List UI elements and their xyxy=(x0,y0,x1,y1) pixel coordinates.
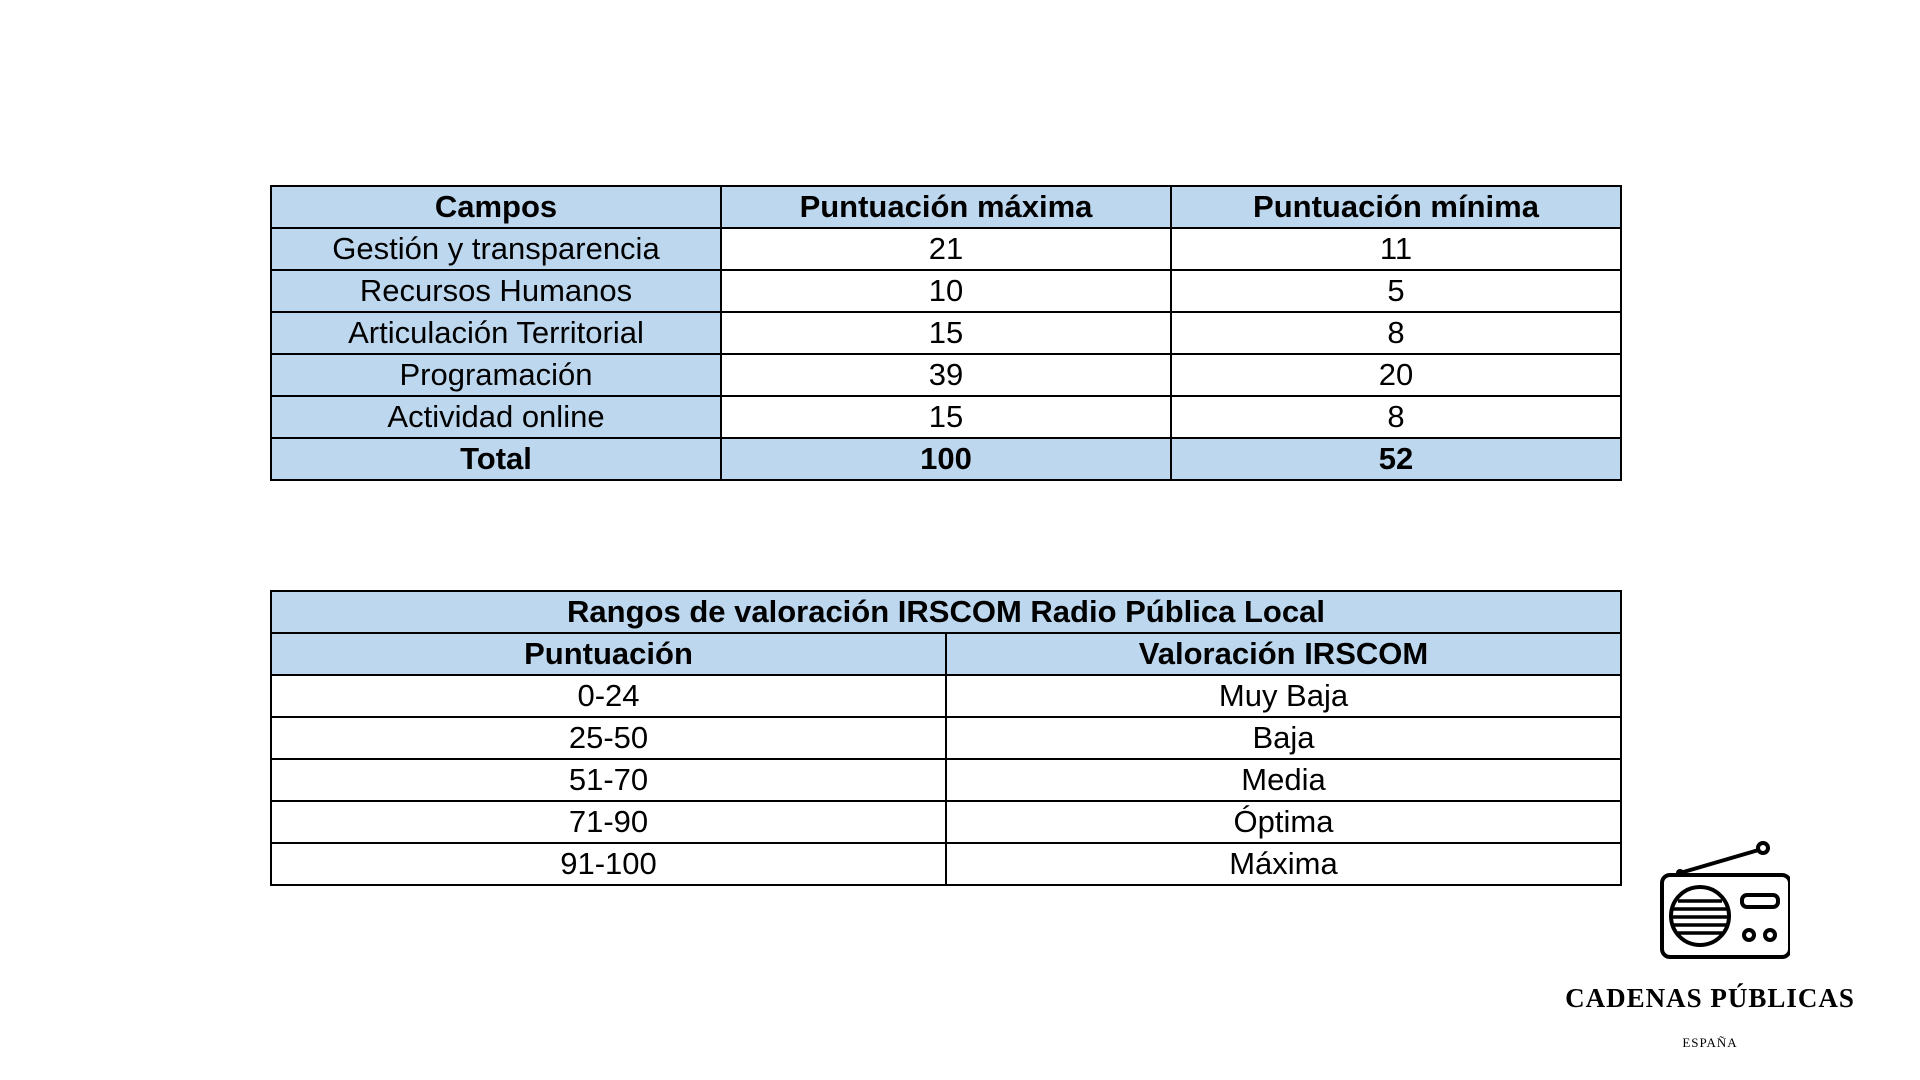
brand-subtitle: ESPAÑA xyxy=(1682,1035,1738,1050)
row-max: 15 xyxy=(721,396,1171,438)
row-label: Gestión y transparencia xyxy=(271,228,721,270)
table-row xyxy=(271,396,1621,438)
row-min: 5 xyxy=(1171,270,1621,312)
table-header-row xyxy=(271,186,1621,228)
table-row xyxy=(271,312,1621,354)
row-label: Recursos Humanos xyxy=(271,270,721,312)
range-rating: Baja xyxy=(946,717,1621,759)
row-min: 11 xyxy=(1171,228,1621,270)
range-score: 91-100 xyxy=(271,843,946,885)
range-rating: Óptima xyxy=(946,801,1621,843)
range-score: 25-50 xyxy=(271,717,946,759)
range-score: 51-70 xyxy=(271,759,946,801)
row-max: 21 xyxy=(721,228,1171,270)
header-puntuacion: Puntuación xyxy=(271,633,946,675)
table-row xyxy=(271,759,1621,801)
row-label: Programación xyxy=(271,354,721,396)
table-row xyxy=(271,228,1621,270)
header-puntuacion-minima: Puntuación mínima xyxy=(1171,186,1621,228)
row-max: 39 xyxy=(721,354,1171,396)
range-rating: Muy Baja xyxy=(946,675,1621,717)
row-max: 10 xyxy=(721,270,1171,312)
table-row xyxy=(271,354,1621,396)
row-label: Articulación Territorial xyxy=(271,312,721,354)
table-title-row xyxy=(271,591,1621,633)
table-row xyxy=(271,717,1621,759)
scores-table xyxy=(270,185,1622,481)
header-valoracion: Valoración IRSCOM xyxy=(946,633,1621,675)
row-min: 20 xyxy=(1171,354,1621,396)
row-label: Actividad online xyxy=(271,396,721,438)
brand-name: CADENAS PÚBLICAS xyxy=(1565,983,1855,1013)
table-header-row xyxy=(271,633,1621,675)
radio-icon xyxy=(1650,835,1790,965)
row-min: 8 xyxy=(1171,396,1621,438)
brand-logo xyxy=(1560,835,1860,1065)
total-label: Total xyxy=(271,438,721,480)
range-score: 71-90 xyxy=(271,801,946,843)
table-row xyxy=(271,270,1621,312)
table-row xyxy=(271,843,1621,885)
row-max: 15 xyxy=(721,312,1171,354)
header-campos: Campos xyxy=(271,186,721,228)
range-rating: Máxima xyxy=(946,843,1621,885)
range-rating: Media xyxy=(946,759,1621,801)
row-min: 8 xyxy=(1171,312,1621,354)
total-max: 100 xyxy=(721,438,1171,480)
table-row xyxy=(271,675,1621,717)
ranges-table xyxy=(270,590,1622,886)
range-score: 0-24 xyxy=(271,675,946,717)
table-row xyxy=(271,801,1621,843)
ranges-title: Rangos de valoración IRSCOM Radio Pública Local xyxy=(271,591,1621,633)
total-row xyxy=(271,438,1621,480)
total-min: 52 xyxy=(1171,438,1621,480)
header-puntuacion-maxima: Puntuación máxima xyxy=(721,186,1171,228)
